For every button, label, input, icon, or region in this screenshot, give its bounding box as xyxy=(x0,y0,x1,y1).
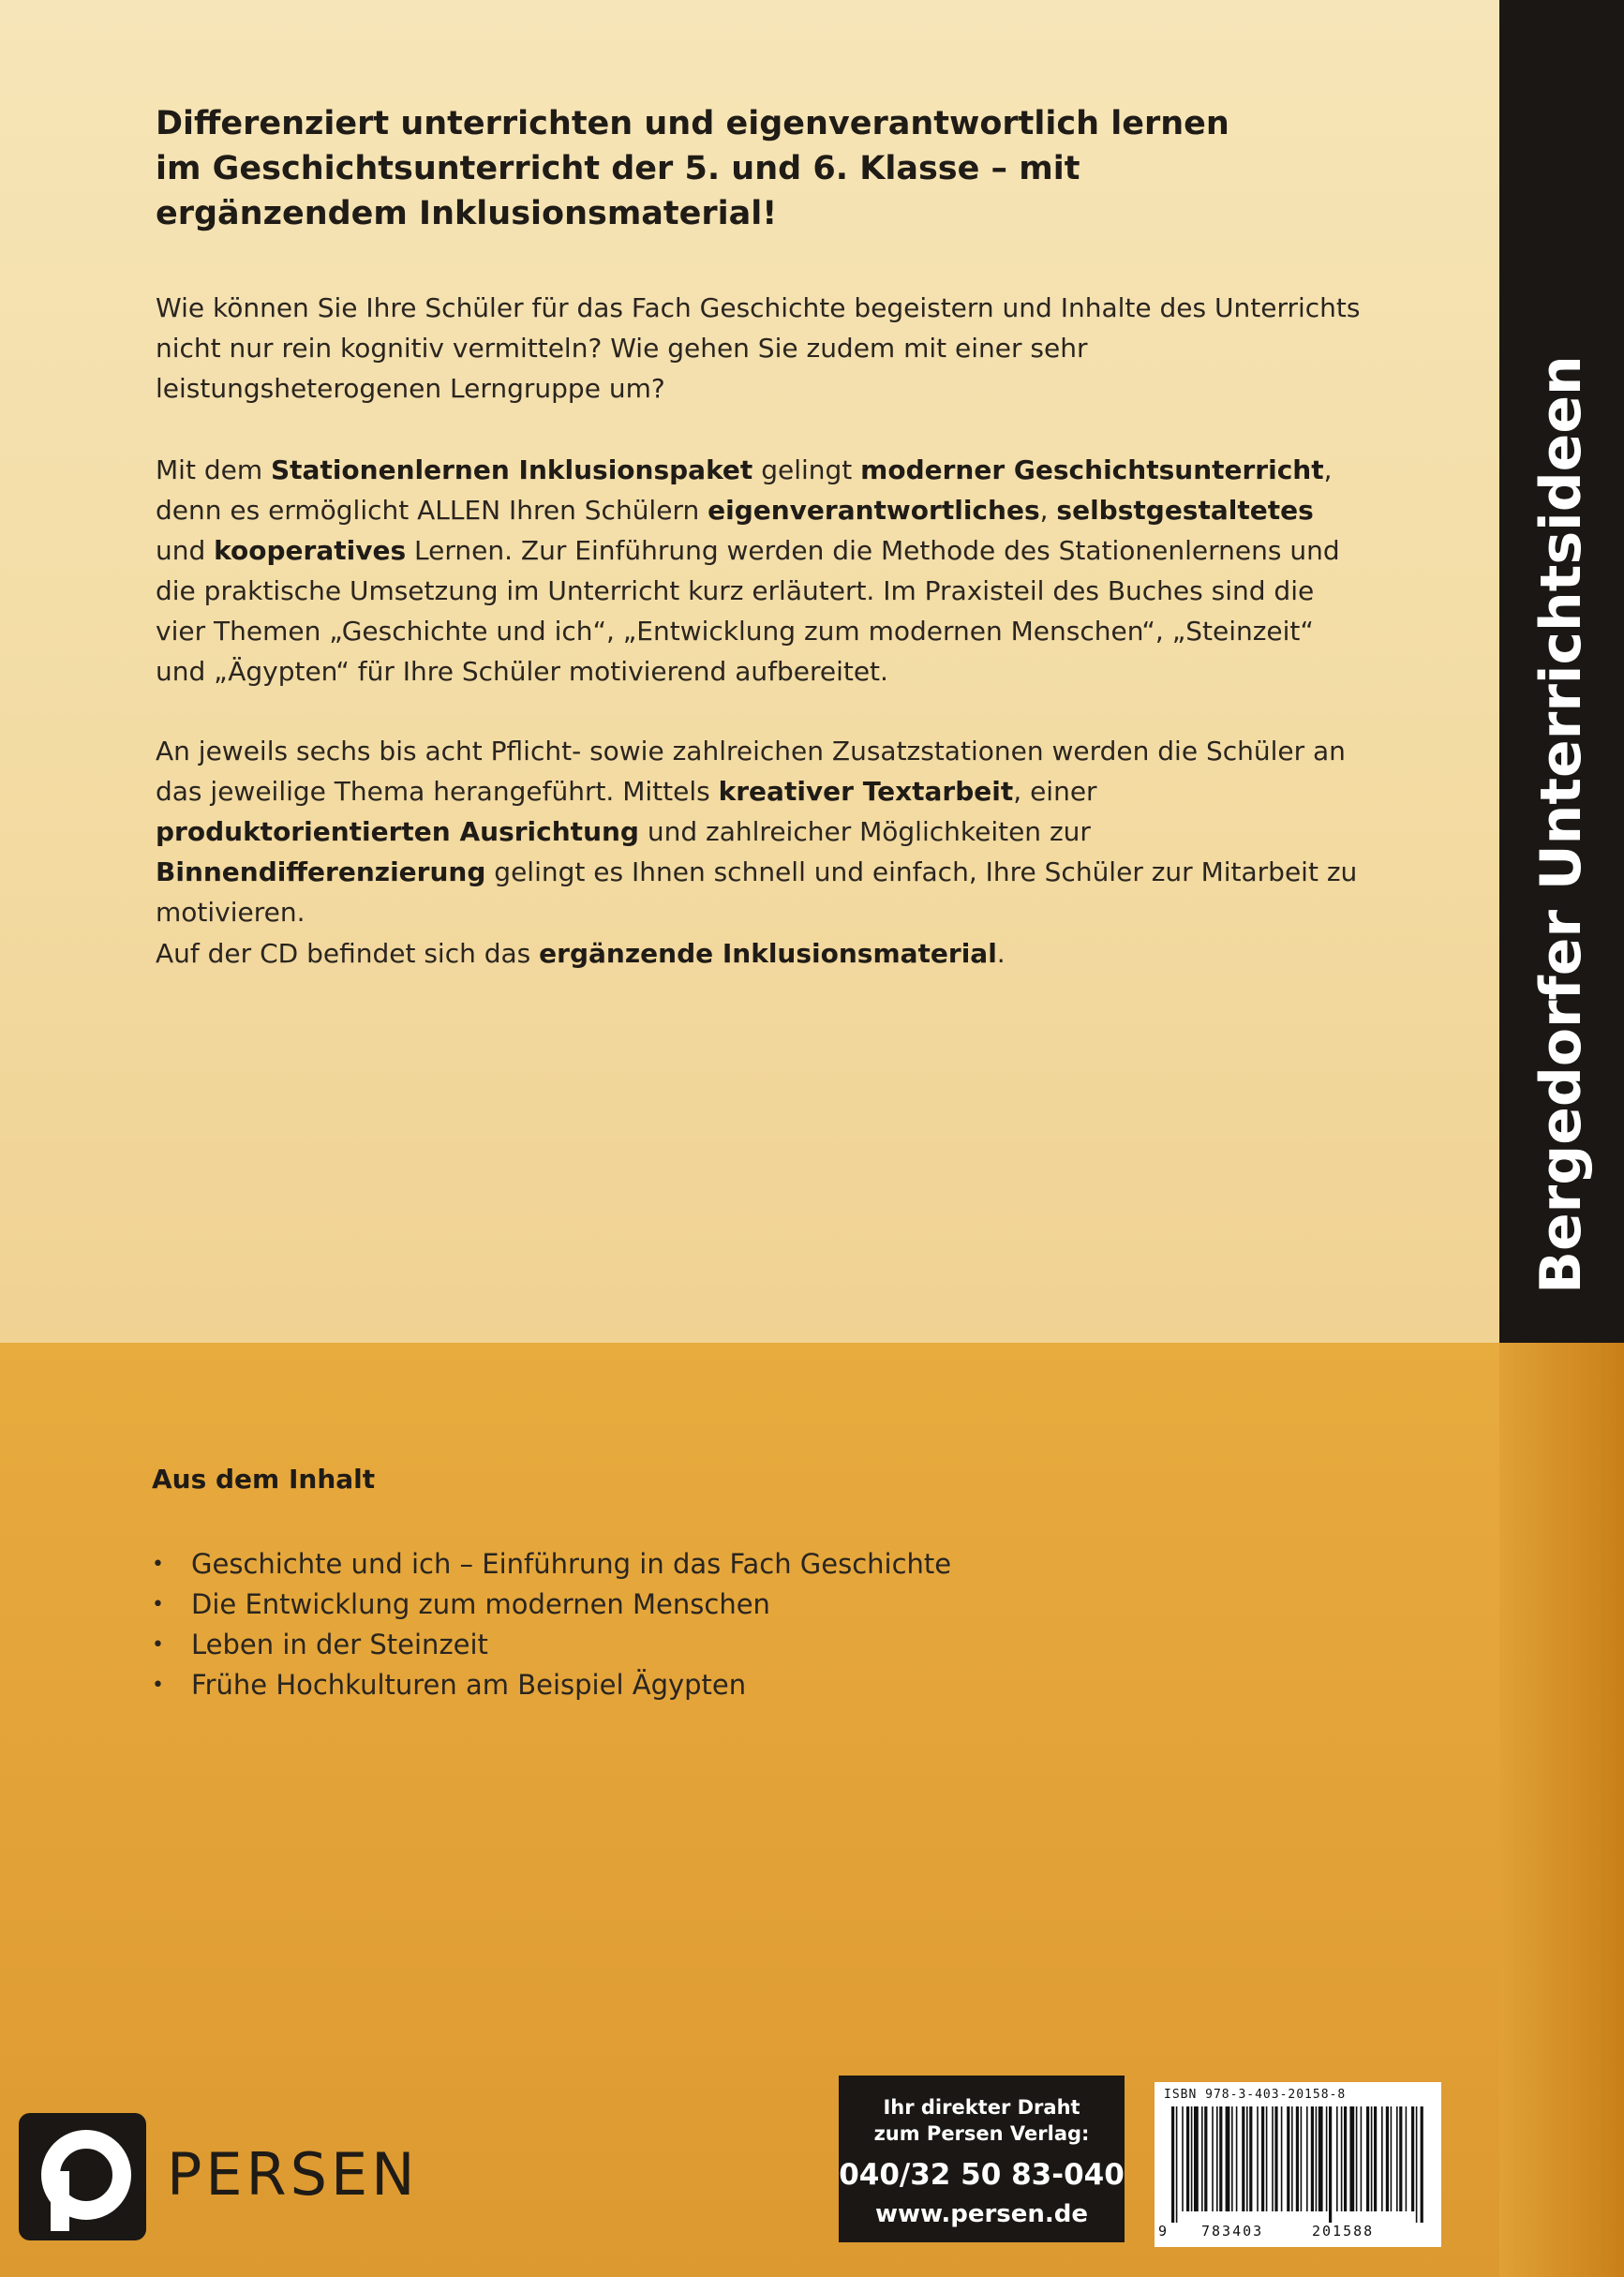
bullet-icon: • xyxy=(152,1553,164,1576)
headline: Differenziert unterrichten und eigenverantwortlich lernen im Geschichtsunterricht der 5. und 6. Klasse – mit ergänzendem Inklusionsmaterial! xyxy=(156,105,1229,232)
contact-line-2: zum Persen Verlag: xyxy=(873,2122,1090,2145)
contact-line-1: Ihr direkter Draht xyxy=(883,2096,1080,2119)
list-item: • Die Entwicklung zum modernen Menschen xyxy=(152,1585,951,1625)
barcode-right-group: 201588 xyxy=(1312,2223,1375,2240)
isbn-label: ISBN 978-3-403-20158-8 xyxy=(1164,2088,1347,2102)
bullet-icon: • xyxy=(152,1633,164,1657)
cd-paragraph: Auf der CD befindet sich das ergänzende Inklusionsmaterial. xyxy=(156,938,1006,969)
series-title: Bergedorfer Unterrichtsideen xyxy=(1528,355,1594,1294)
contact-box xyxy=(839,2076,1125,2242)
contents-list xyxy=(152,1544,951,1705)
list-item: • Frühe Hochkulturen am Beispiel Ägypten xyxy=(152,1665,951,1705)
stations-paragraph: An jeweils sechs bis acht Pflicht- sowie zahlreichen Zusatzstationen werden die Schüler an das jeweilige Thema herangeführt. Mittels kreativer Textarbeit, einer produktorientierten Ausrichtung und zahlreicher Möglichkeiten zur Binnendifferenzierung gelingt es Ihnen schnell und einfach, Ihre Schüler zur Mitarbeit zu motivieren. xyxy=(156,736,1358,928)
spine-band-lower xyxy=(1499,1343,1624,2277)
contact-phone: 040/32 50 83-040 xyxy=(839,2158,1125,2192)
barcode-first-digit: 9 xyxy=(1158,2223,1168,2240)
list-item: • Geschichte und ich – Einführung in das Fach Geschichte xyxy=(152,1544,951,1585)
list-item: • Leben in der Steinzeit xyxy=(152,1625,951,1665)
persen-logo-icon xyxy=(19,2113,146,2240)
contact-website: www.persen.de xyxy=(874,2200,1089,2228)
bullet-icon: • xyxy=(152,1674,164,1697)
bullet-icon: • xyxy=(152,1593,164,1616)
isbn-barcode xyxy=(1155,2082,1441,2247)
publisher-name: PERSEN xyxy=(167,2140,419,2209)
barcode-left-group: 783403 xyxy=(1201,2223,1264,2240)
intro-paragraph: Wie können Sie Ihre Schüler für das Fach Geschichte begeistern und Inhalte des Unterrichts nicht nur rein kognitiv vermitteln? Wie gehen Sie zudem mit einer sehr leistungsheterogenen Lerngruppe um? xyxy=(156,292,1361,404)
barcode-bars-icon xyxy=(1168,2106,1430,2223)
method-paragraph: Mit dem Stationenlernen Inklusionspaket gelingt moderner Geschichtsunterricht, denn es ermöglicht ALLEN Ihren Schülern eigenverantwortliches, selbstgestaltetes und kooperatives Lernen. Zur Einführung werden die Methode des Stationenlernens und die praktische Umsetzung im Unterricht kurz erläutert. Im Praxisteil des Buches sind die vier Themen „Geschichte und ich“, „Entwicklung zum modernen Menschen“, „Steinzeit“ und „Ägypten“ für Ihre Schüler motivierend aufbereitet. xyxy=(156,454,1340,687)
contents-heading: Aus dem Inhalt xyxy=(152,1464,376,1495)
